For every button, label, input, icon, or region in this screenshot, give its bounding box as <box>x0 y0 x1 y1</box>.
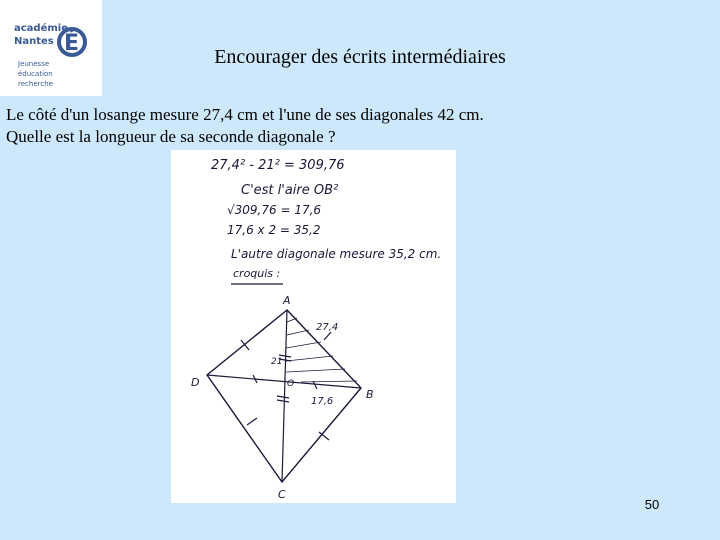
vertex-c-label: C <box>278 488 286 501</box>
hw-line-4: 17,6 x 2 = 35,2 <box>227 223 321 237</box>
half-diagonal-label: 21 <box>271 357 283 367</box>
student-work-scan <box>171 150 456 503</box>
page-number: 50 <box>644 497 660 512</box>
logo-graphic <box>0 0 102 96</box>
hw-line-1: 27,4² - 21² = 309,76 <box>211 158 345 173</box>
academie-nantes-logo <box>0 0 102 96</box>
center-o-label: O <box>287 379 295 389</box>
logo-line5: recherche <box>18 80 53 88</box>
diagonal-ac <box>282 310 287 482</box>
problem-line-2: Quelle est la longueur de sa seconde diagonale ? <box>6 127 336 146</box>
half-second-diagonal-label: 17,6 <box>311 396 334 407</box>
logo-line4: éducation <box>18 70 53 78</box>
vertex-a-label: A <box>283 294 291 307</box>
vertex-b-label: B <box>366 388 374 401</box>
vertex-d-label: D <box>191 376 200 389</box>
problem-line-1: Le côté d'un losange mesure 27,4 cm et l'une de ses diagonales 42 cm. <box>6 105 484 124</box>
logo-line2: Nantes <box>14 36 54 47</box>
side-length-label: 27,4 <box>316 322 339 333</box>
hw-line-5: L'autre diagonale mesure 35,2 cm. <box>231 247 442 261</box>
logo-letter: É <box>64 31 80 56</box>
slide-title: Encourager des écrits intermédiaires <box>214 46 506 68</box>
hw-croquis: croquis : <box>233 267 281 280</box>
logo-line3: Jeunesse <box>18 60 50 68</box>
problem-statement <box>6 104 706 148</box>
hw-line-2: C'est l'aire OB² <box>241 183 339 198</box>
handwritten-sketch <box>171 150 456 503</box>
hw-line-3: √309,76 = 17,6 <box>227 203 322 217</box>
logo-line1: académie <box>14 23 68 34</box>
